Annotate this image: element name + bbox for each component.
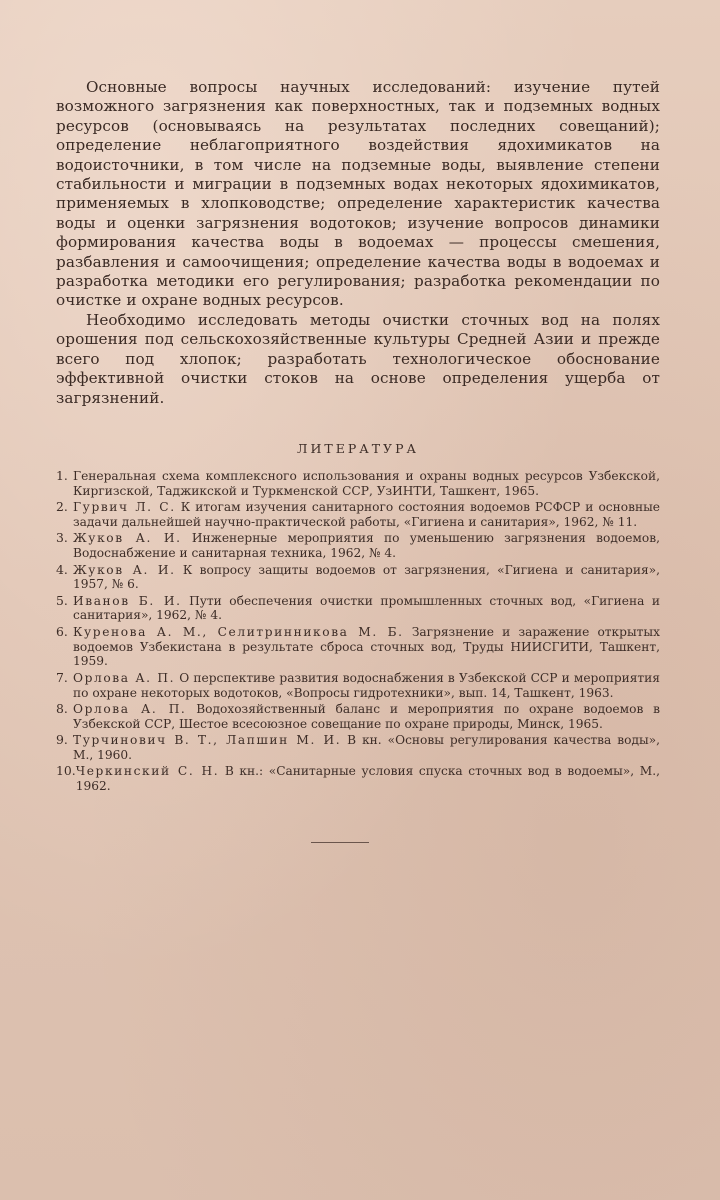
reference-number: 2.	[56, 499, 68, 515]
reference-number: 5.	[56, 592, 68, 608]
reference-title: О перспективе развития водоснабжения в Узбекской ССР и мероприятия по охране некоторых водотоков, «Вопросы гидротехники», вып. 14, Ташкент, 1963.	[73, 670, 660, 700]
reference-author: Жуков А. И.	[73, 531, 182, 546]
body-text	[56, 78, 660, 408]
reference-author: Иванов Б. И.	[73, 593, 182, 608]
reference-text	[73, 733, 660, 762]
reference-item	[56, 594, 660, 623]
reference-title: Генеральная схема комплексного использования и охраны водных ресурсов Узбекской, Киргизской, Таджикской и Туркменской ССР, УзИНТИ, Ташкент, 1965.	[73, 468, 660, 498]
reference-item	[56, 671, 660, 700]
reference-author: Орлова А. П.	[73, 670, 176, 685]
reference-number: 10.	[56, 763, 76, 779]
reference-item	[56, 702, 660, 731]
reference-item	[56, 531, 660, 560]
end-divider	[311, 842, 369, 843]
reference-number: 1.	[56, 467, 68, 483]
reference-item	[56, 500, 660, 529]
reference-title: В кн. «Основы регулирования качества воды», М., 1960.	[73, 733, 660, 762]
reference-author: Орлова А. П.	[73, 702, 187, 717]
reference-text	[73, 469, 660, 498]
page-content	[56, 78, 660, 796]
reference-item	[56, 764, 660, 793]
reference-title: Пути обеспечения очистки промышленных сточных вод, «Гигиена и санитария», 1962, № 4.	[73, 593, 660, 623]
reference-title: К итогам изучения санитарного состояния водоемов РСФСР и основные задачи дальнейшей научно-практической работы, «Гигиена и санитария», 1962, № 11.	[73, 500, 660, 529]
reference-text	[73, 531, 660, 560]
reference-number: 7.	[56, 669, 68, 685]
reference-number: 4.	[56, 561, 68, 577]
reference-text	[73, 563, 660, 592]
reference-number: 3.	[56, 530, 68, 546]
reference-author: Куренова А. М., Селитринникова М. Б.	[73, 624, 404, 639]
reference-text	[73, 702, 660, 731]
reference-text	[73, 625, 660, 669]
literature-heading: ЛИТЕРАТУРА	[297, 440, 419, 456]
paragraph-2: Необходимо исследовать методы очистки сточных вод на полях орошения под сельскохозяйственные культуры Средней Азии и прежде всего под хлопок; разработать технологическое обоснование эффективной очистки стоков на основе определения ущерба от загрязнений.	[56, 310, 660, 407]
reference-number: 8.	[56, 701, 68, 717]
reference-item	[56, 563, 660, 592]
reference-author: Гурвич Л. С.	[73, 500, 176, 515]
reference-number: 9.	[56, 732, 68, 748]
reference-item	[56, 469, 660, 498]
reference-title: В кн.: «Санитарные условия спуска сточных вод в водоемы», М., 1962.	[75, 764, 660, 794]
reference-title: К вопросу защиты водоемов от загрязнения, «Гигиена и санитария», 1957, № 6.	[73, 562, 660, 592]
reference-author: Черкинский С. Н.	[75, 764, 220, 779]
reference-text	[76, 764, 660, 793]
reference-item	[56, 625, 660, 669]
reference-title: Водохозяйственный баланс и мероприятия по охране водоемов в Узбекской ССР, Шестое всесоюзное совещание по охране природы, Минск, 1965.	[73, 702, 660, 731]
reference-title: Инженерные мероприятия по уменьшению загрязнения водоемов, Водоснабжение и санитарная техника, 1962, № 4.	[73, 531, 660, 561]
reference-text	[73, 594, 660, 623]
reference-text	[73, 500, 660, 529]
reference-number: 6.	[56, 623, 68, 639]
reference-author: Жуков А. И.	[73, 562, 176, 577]
reference-author: Турчинович В. Т., Лапшин М. И.	[73, 733, 342, 748]
reference-title: Загрязнение и заражение открытых водоемов Узбекистана в результате сброса сточных вод, Труды НИИСГИТИ, Ташкент, 1959.	[73, 624, 660, 669]
reference-list	[56, 469, 660, 794]
reference-text	[73, 671, 660, 700]
reference-item	[56, 733, 660, 762]
paragraph-1: Основные вопросы научных исследований: изучение путей возможного загрязнения как поверхностных, так и подземных водных ресурсов (основываясь на результатах последних совещаний); определение неблагоприятного воздействия ядохимикатов на водоисточники, в том числе на подземные воды, выявление степени стабильности и миграции в подземных водах некоторых ядохимикатов, применяемых в хлопководстве; определение характеристик качества воды и оценки загрязнения водотоков; изучение вопросов динамики формирования качества воды в водоемах — процессы смешения, разбавления и самоочищения; определение качества воды в водоемах и разработка методики его регулирования; разработка рекомендации по очистке и охране водных ресурсов.	[56, 78, 660, 310]
